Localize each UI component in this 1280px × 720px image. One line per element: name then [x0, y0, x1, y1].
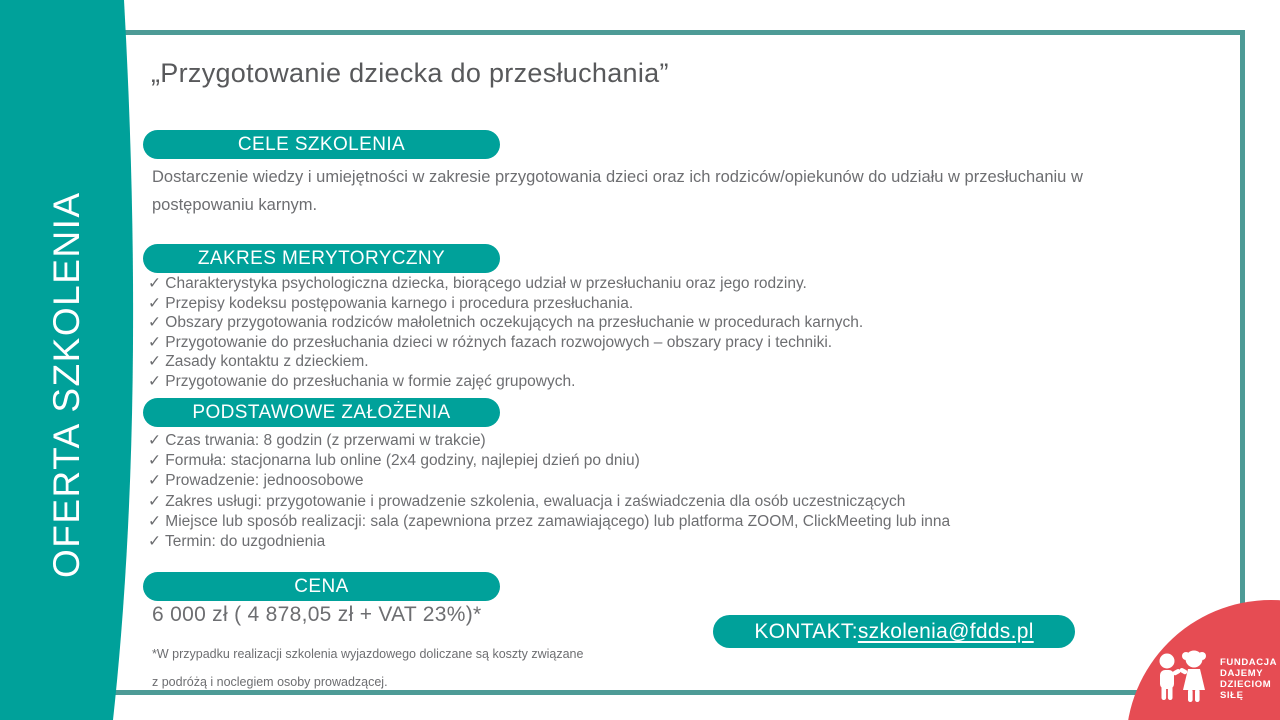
checklist-item: ✓ Czas trwania: 8 godzin (z przerwami w trakcie) — [148, 432, 486, 449]
cele-paragraph: Dostarczenie wiedzy i umiejętności w zakresie przygotowania dzieci oraz ich rodziców/opiekunów do udziału w przesłuchaniu w postępowaniu karnym. — [152, 168, 1083, 214]
fdds-logo-text — [1220, 657, 1277, 701]
checklist-item: ✓ Przygotowanie do przesłuchania dzieci w różnych fazach rozwojowych – obszary pracy i techniki. — [148, 333, 833, 351]
checklist-item: ✓ Przygotowanie do przesłuchania w formie zajęć grupowych. — [148, 372, 576, 390]
children-icon — [1152, 648, 1214, 710]
price-footnote-line2: z podróżą i noclegiem osoby prowadzącej. — [152, 675, 388, 689]
fdds-logo-line: FUNDACJA — [1220, 657, 1278, 668]
checklist-item: ✓ Termin: do uzgodnienia — [148, 533, 326, 551]
fdds-logo-line: DAJEMY — [1220, 668, 1264, 679]
contact-pill — [713, 615, 1075, 648]
section-header-podstawowe-zalozenia: PODSTAWOWE ZAŁOŻENIA — [143, 398, 500, 427]
checklist-item: ✓ Zakres usługi: przygotowanie i prowadzenie szkolenia, ewaluacja i zaświadczenia dla osób uczestniczących — [148, 492, 906, 510]
checklist-item: ✓ Charakterystyka psychologiczna dziecka, biorącego udział w przesłuchaniu oraz jego rodziny. — [148, 275, 807, 292]
fdds-logo-line: DZIECIOM — [1220, 679, 1272, 690]
section-header-zakres-merytoryczny: ZAKRES MERYTORYCZNY — [143, 244, 500, 273]
price-footnote — [152, 640, 583, 696]
price-footnote-line1: *W przypadku realizacji szkolenia wyjazdowego doliczane są koszty związane — [152, 647, 584, 661]
fdds-logo-line: SIŁĘ — [1220, 690, 1244, 701]
page-title: „Przygotowanie dziecka do przesłuchania” — [151, 58, 669, 88]
fdds-logo — [1152, 648, 1277, 710]
checklist-item: ✓ Obszary przygotowania rodziców małoletnich oczekujących na przesłuchanie w procedurach karnych. — [148, 314, 864, 331]
zalozenia-checklist — [148, 431, 950, 552]
contact-email-link[interactable]: szkolenia@fdds.pl — [857, 619, 1034, 643]
sidebar-vertical-label: OFERTA SZKOLENIA — [46, 191, 87, 578]
checklist-item: ✓ Prowadzenie: jednoosobowe — [148, 472, 364, 490]
checklist-item: ✓ Formuła: stacjonarna lub online (2x4 godziny, najlepiej dzień po dniu) — [148, 452, 640, 470]
checklist-item: ✓ Przepisy kodeksu postępowania karnego i procedura przesłuchania. — [148, 294, 634, 312]
section-header-cele-szkolenia: CELE SZKOLENIA — [143, 130, 500, 159]
checklist-item: ✓ Miejsce lub sposób realizacji: sala (zapewniona przez zamawiającego) lub platforma ZOOM, ClickMeeting lub inna — [148, 512, 951, 530]
zakres-checklist — [148, 274, 863, 391]
price-text: 6 000 zł ( 4 878,05 zł + VAT 23%)* — [152, 603, 482, 626]
contact-label: KONTAKT: — [754, 619, 858, 643]
section-header-cena: CENA — [143, 572, 500, 601]
checklist-item: ✓ Zasady kontaktu z dzieckiem. — [148, 353, 369, 370]
